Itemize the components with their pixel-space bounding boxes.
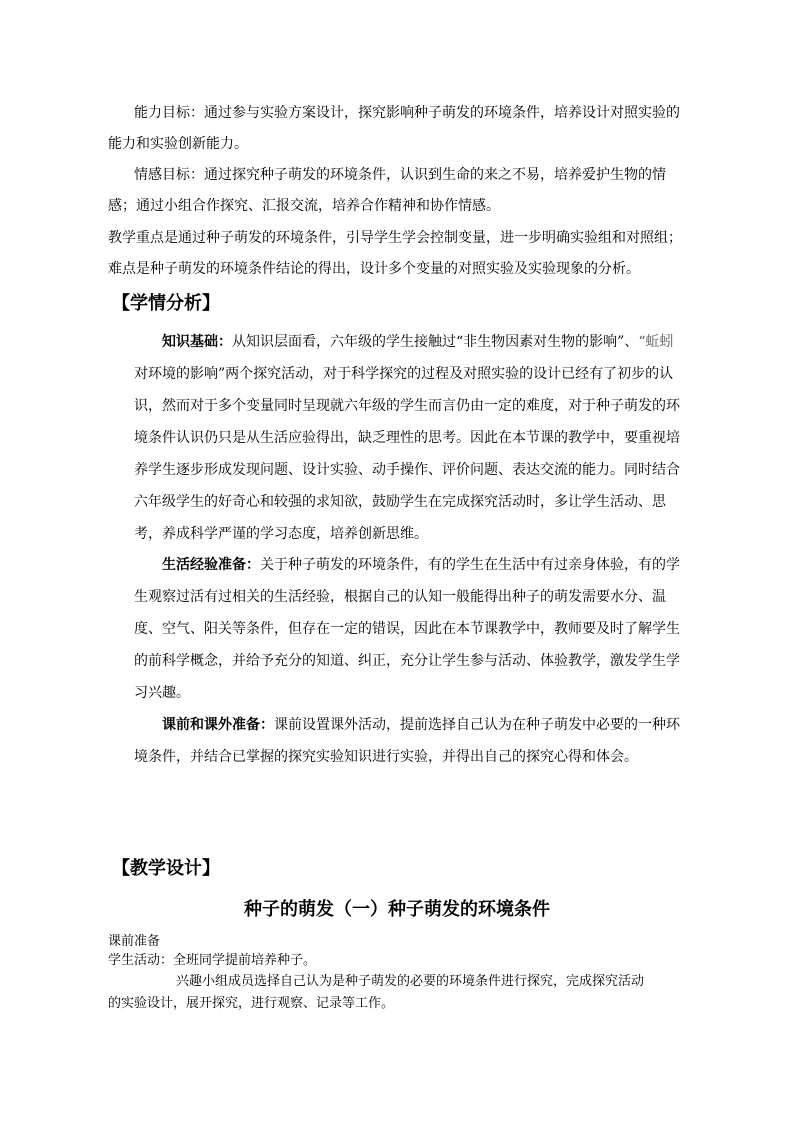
knowledge-line-1-gray: “蚯蚓	[638, 334, 674, 350]
life-line-1-text: 关于种子萌发的环境条件，有的学生在生活中有过亲身体验，有的学	[260, 557, 680, 573]
design-heading: 【教学设计】	[112, 858, 220, 879]
lesson-title: 种子的萌发（一）种子萌发的环境条件	[244, 899, 550, 920]
life-line-5: 习兴趣。	[134, 685, 190, 701]
student-activity-line-3: 的实验设计，展开探究，进行观察、记录等工作。	[108, 996, 395, 1011]
analysis-heading: 【学情分析】	[112, 293, 220, 314]
knowledge-line-2: 对环境的影响”两个探究活动，对于科学探究的过程及对照实验的设计已经有了初步的认	[134, 366, 674, 382]
prep-label: 课前和课外准备：	[162, 717, 274, 733]
knowledge-line-1	[162, 333, 674, 351]
pre-class-label: 课前准备	[108, 934, 161, 949]
student-activity-line-2: 兴趣小组成员选择自己认为是种子萌发的必要的环境条件进行探究，完成探究活动	[176, 974, 645, 989]
life-line-3: 度、空气、阳关等条件，但存在一定的错误，因此在本节课教学中，教师要及时了解学生	[134, 621, 680, 637]
life-label: 生活经验准备：	[162, 557, 260, 573]
prep-line-1-text: 课前设置课外活动，提前选择自己认为在种子萌发中必要的一种环	[274, 717, 680, 733]
knowledge-line-3: 识，然而对于多个变量同时呈现就六年级的学生而言仍由一定的难度，对于种子萌发的环	[134, 398, 680, 414]
life-line-4: 的前科学概念，并给予充分的知道、纠正，充分让学生参与活动、体验教学，激发学生学	[134, 653, 680, 669]
ability-goal-line-1: 能力目标：通过参与实验方案设计，探究影响种子萌发的环境条件，培养设计对照实验的	[134, 105, 680, 121]
emotion-goal-line-1: 情感目标：通过探究种子萌发的环境条件，认识到生命的来之不易，培养爱护生物的情	[134, 167, 666, 183]
prep-line-2: 境条件，并结合已掌握的探究实验知识进行实验，并得出自己的探究心得和体会。	[134, 749, 638, 765]
life-line-2: 生观察过活有过相关的生活经验，根据自己的认知一般能得出种子的萌发需要水分、温	[134, 589, 666, 605]
student-activity-line-1: 学生活动：全班同学提前培养种子。	[108, 953, 317, 968]
knowledge-line-6: 六年级学生的好奇心和较强的求知欲，鼓励学生在完成探究活动时，多让学生活动、思	[134, 494, 666, 510]
key-points-line-1: 教学重点是通过种子萌发的环境条件，引导学生学会控制变量，进一步明确实验组和对照组；	[108, 230, 682, 246]
emotion-goal-line-2: 感；通过小组合作探究、汇报交流，培养合作精神和协作情感。	[108, 198, 500, 214]
knowledge-label: 知识基础：	[162, 334, 232, 350]
knowledge-line-4: 境条件认识仍只是从生活应验得出，缺乏理性的思考。因此在本节课的教学中，要重视培	[134, 430, 680, 446]
life-line-1	[162, 556, 680, 574]
ability-goal-line-2: 能力和实验创新能力。	[108, 136, 248, 152]
knowledge-line-7: 考，养成科学严谨的学习态度，培养创新思维。	[134, 526, 428, 542]
prep-line-1	[162, 716, 680, 734]
key-points-line-2: 难点是种子萌发的环境条件结论的得出，设计多个变量的对照实验及实验现象的分析。	[108, 261, 640, 277]
knowledge-line-1-text: 从知识层面看，六年级的学生接触过“非生物因素对生物的影响”、	[232, 334, 639, 350]
knowledge-line-5: 养学生逐步形成发现问题、设计实验、动手操作、评价问题、表达交流的能力。同时结合	[134, 462, 680, 478]
